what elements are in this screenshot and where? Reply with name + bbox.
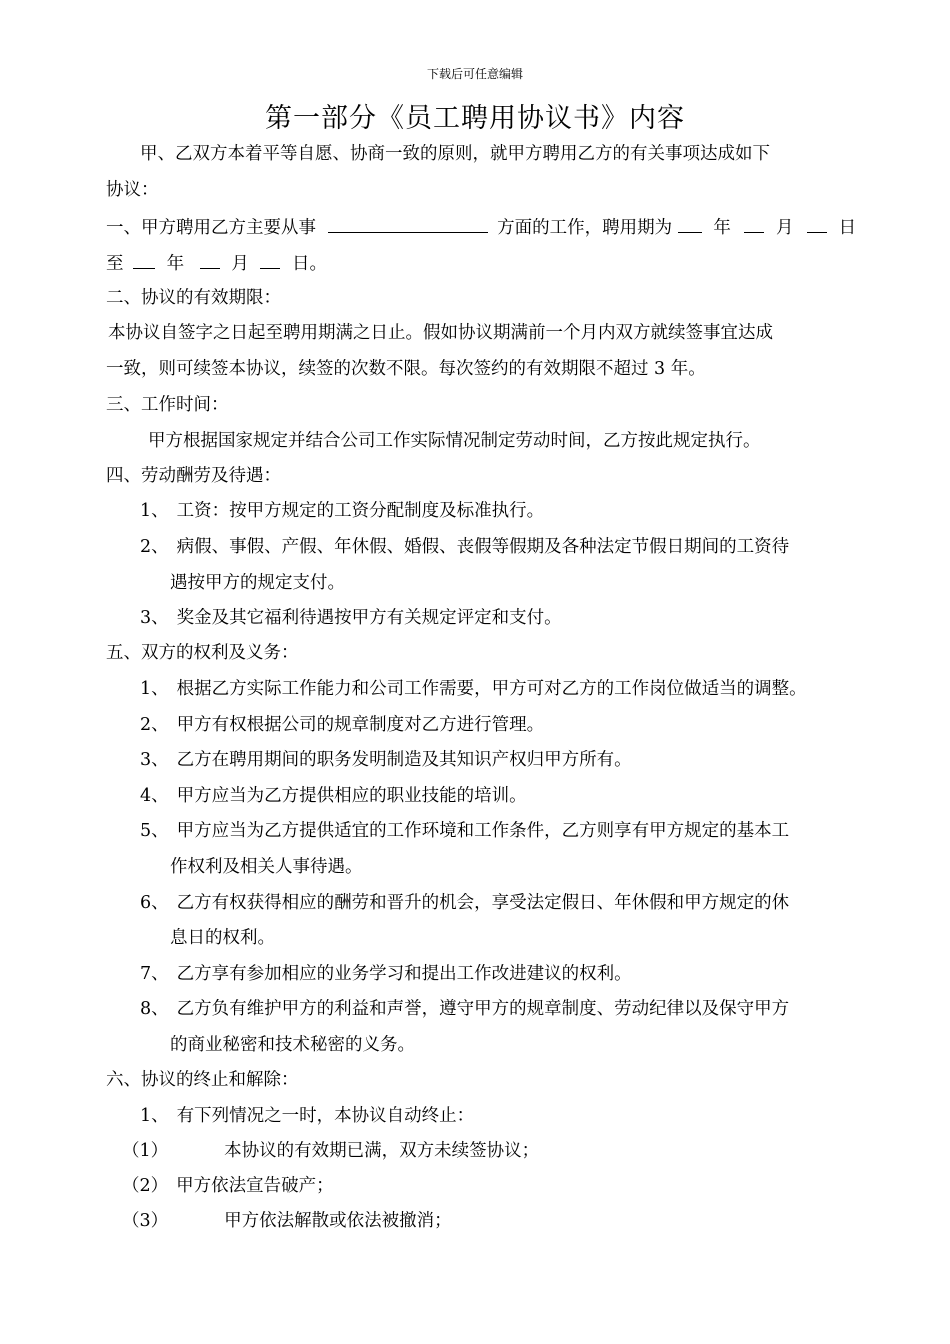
start-year-label: 年 <box>713 218 731 238</box>
list-item <box>140 1104 474 1128</box>
item-text: 病假、事假、产假、年休假、婚假、丧假等假期及各种法定节假日期间的工资待 <box>176 537 790 557</box>
section-5-heading: 五、双方的权利及义务： <box>106 643 299 663</box>
start-year-blank[interactable] <box>678 214 702 233</box>
item-number: 8、 <box>140 999 169 1019</box>
intro-line-2: 协议： <box>106 180 159 200</box>
sub-item <box>122 1174 334 1198</box>
section-2-line-2: 一致，则可续签本协议，续签的次数不限。每次签约的有效期限不超过 3 年。 <box>106 359 706 379</box>
list-item <box>140 784 527 808</box>
list-item <box>140 819 789 843</box>
section-6-heading: 六、协议的终止和解除： <box>106 1070 299 1090</box>
sub-item-number: （2） <box>122 1176 169 1196</box>
item-number: 3、 <box>140 608 169 628</box>
start-day-label: 日 <box>838 218 857 238</box>
start-month-label: 月 <box>775 218 794 238</box>
item-text: 根据乙方实际工作能力和公司工作需要，甲方可对乙方的工作岗位做适当的调整。 <box>176 679 807 699</box>
item-number: 1、 <box>140 679 169 699</box>
page-title: 第一部分《员工聘用协议书》内容 <box>265 103 685 134</box>
item-text-continued: 遇按甲方的规定支付。 <box>170 573 345 593</box>
list-item <box>140 962 632 986</box>
sub-item <box>122 1139 539 1163</box>
item-text: 乙方享有参加相应的业务学习和提出工作改进建议的权利。 <box>176 964 632 984</box>
item-number: 6、 <box>140 893 169 913</box>
sub-item-number: （3） <box>122 1211 169 1231</box>
sub-item <box>122 1209 452 1233</box>
item-text: 甲方应当为乙方提供相应的职业技能的培训。 <box>176 786 527 806</box>
list-item <box>140 606 562 630</box>
list-item <box>140 499 544 523</box>
item-text: 乙方有权获得相应的酬劳和晋升的机会，享受法定假日、年休假和甲方规定的休 <box>176 893 790 913</box>
item-text-continued: 的商业秘密和技术秘密的义务。 <box>170 1035 415 1055</box>
item-text: 乙方在聘用期间的职务发明制造及其知识产权归甲方所有。 <box>176 750 632 770</box>
item-number: 5、 <box>140 821 169 841</box>
end-month-label: 月 <box>231 254 249 274</box>
item-number: 1、 <box>140 1106 169 1126</box>
sub-item-number: （1） <box>122 1141 169 1161</box>
item-text-continued: 作权利及相关人事待遇。 <box>170 857 363 877</box>
item-number: 4、 <box>140 786 169 806</box>
section-1-line-1 <box>106 214 856 240</box>
section-3-heading: 三、工作时间： <box>106 395 229 415</box>
occupation-blank[interactable] <box>328 214 488 233</box>
section-1-text-a: 一、甲方聘用乙方主要从事 <box>106 218 316 238</box>
end-day-label: 日。 <box>291 254 327 274</box>
end-month-blank[interactable] <box>200 250 220 269</box>
sub-item-text: 甲方依法解散或依法被撤消； <box>224 1211 452 1231</box>
list-item <box>140 997 789 1021</box>
item-text: 奖金及其它福利待遇按甲方有关规定评定和支付。 <box>176 608 562 628</box>
item-text: 甲方有权根据公司的规章制度对乙方进行管理。 <box>176 715 545 735</box>
item-text: 甲方应当为乙方提供适宜的工作环境和工作条件，乙方则享有甲方规定的基本工 <box>176 821 790 841</box>
intro-line-1: 甲、乙双方本着平等自愿、协商一致的原则，就甲方聘用乙方的有关事项达成如下 <box>140 144 770 164</box>
item-text: 乙方负有维护甲方的利益和声誉，遵守甲方的规章制度、劳动纪律以及保守甲方 <box>176 999 790 1019</box>
sub-item-text: 甲方依法宣告破产； <box>176 1176 334 1196</box>
start-month-blank[interactable] <box>744 214 764 233</box>
item-number: 3、 <box>140 750 169 770</box>
item-number: 2、 <box>140 537 169 557</box>
sub-item-text: 本协议的有效期已满，双方未续签协议； <box>224 1141 540 1161</box>
to-label: 至 <box>106 254 124 274</box>
list-item <box>140 535 789 559</box>
section-4-heading: 四、劳动酬劳及待遇： <box>106 466 281 486</box>
section-1-line-2 <box>106 250 327 276</box>
end-day-blank[interactable] <box>260 250 280 269</box>
section-2-heading: 二、协议的有效期限： <box>106 288 281 308</box>
page-header: 下载后可任意编辑 <box>426 67 523 81</box>
list-item <box>140 748 632 772</box>
end-year-label: 年 <box>166 254 185 274</box>
list-item <box>140 713 544 737</box>
end-year-blank[interactable] <box>133 250 155 269</box>
list-item <box>140 891 789 915</box>
start-day-blank[interactable] <box>807 214 827 233</box>
item-number: 7、 <box>140 964 169 984</box>
section-3-line-1: 甲方根据国家规定并结合公司工作实际情况制定劳动时间，乙方按此规定执行。 <box>148 431 761 451</box>
item-text: 有下列情况之一时，本协议自动终止： <box>176 1106 475 1126</box>
item-number: 2、 <box>140 715 169 735</box>
item-number: 1、 <box>140 501 169 521</box>
item-text: 工资：按甲方规定的工资分配制度及标准执行。 <box>176 501 545 521</box>
section-1-text-b: 方面的工作，聘用期为 <box>497 218 673 238</box>
list-item <box>140 677 807 701</box>
section-2-line-1: 本协议自签字之日起至聘用期满之日止。假如协议期满前一个月内双方就续签事宜达成 <box>108 323 773 343</box>
item-text-continued: 息日的权利。 <box>170 928 275 948</box>
